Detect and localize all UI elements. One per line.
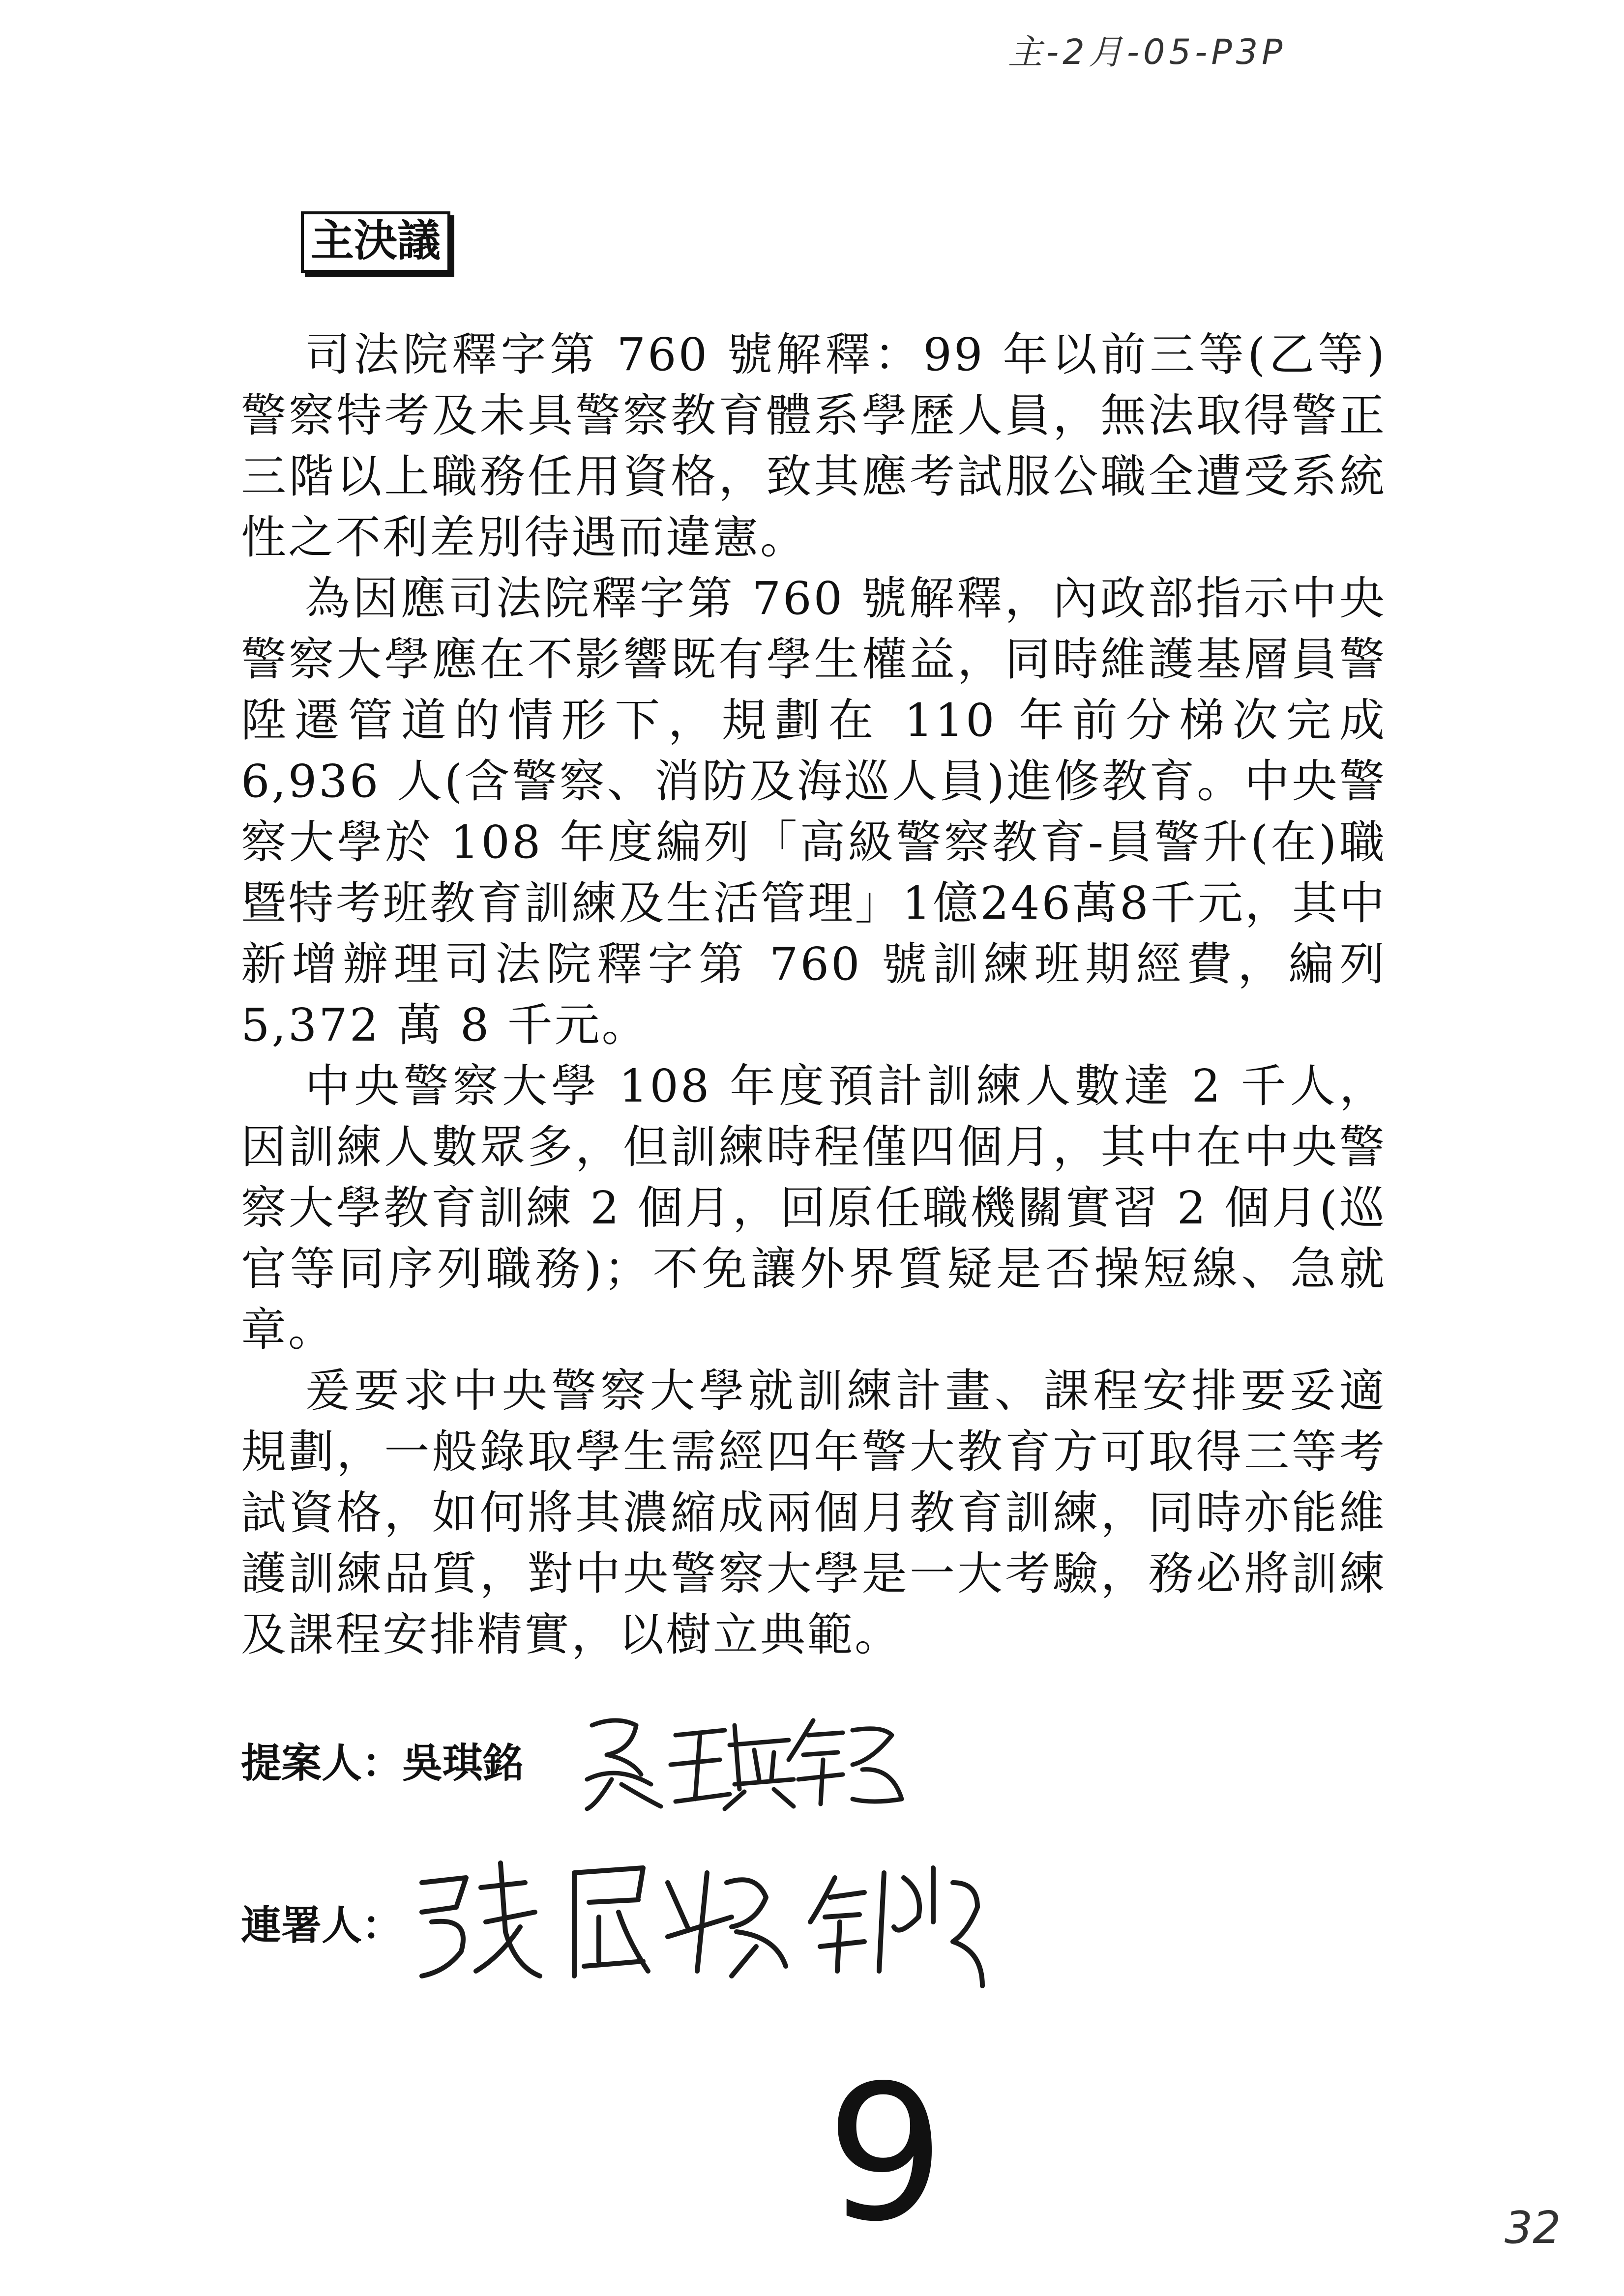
paragraph-2: 為因應司法院釋字第 760 號解釋，內政部指示中央警察大學應在不影響既有學生權益，同時維護基層員警陞遷管道的情形下，規劃在 110 年前分梯次完成 6,936 人(含警察、消防及海巡人員)進修教育。中央警察大學於 108 年度編列「高級警察教育-員警升(在)職暨特考班教育訓練及生活管理」1億246萬8千元，其中新增辦理司法院釋字第 760 號訓練班期經費，編列 5,372 萬 8 千元。 xyxy=(241,572,1387,1051)
handwritten-reference-note: 主-2月-05-P3P xyxy=(1008,32,1287,72)
page-mark: 9 xyxy=(826,2045,945,2263)
section-title: 主決議 xyxy=(301,211,450,273)
proposer-row xyxy=(241,1706,912,1814)
paragraph-1: 司法院釋字第 760 號解釋：99 年以前三等(乙等)警察特考及未具警察教育體系學歷人員，無法取得警正三階以上職務任用資格，致其應考試服公職全遭受系統性之不利差別待遇而違憲。 xyxy=(241,328,1387,564)
cosigner-signature xyxy=(412,1853,1051,1991)
proposer-label: 提案人：吳琪銘 xyxy=(241,1740,524,1787)
proposer-signature xyxy=(577,1706,912,1814)
cosigner-label: 連署人： xyxy=(241,1902,403,1949)
sheet-number: 32 xyxy=(1505,2202,1561,2254)
cosigner-row xyxy=(241,1853,1051,1991)
paragraph-4: 爰要求中央警察大學就訓練計畫、課程安排要妥適規劃，一般錄取學生需經四年警大教育方可取得三等考試資格，如何將其濃縮成兩個月教育訓練，同時亦能維護訓練品質，對中央警察大學是一大考驗，務必將訓練及課程安排精實，以樹立典範。 xyxy=(241,1365,1387,1661)
paragraph-3: 中央警察大學 108 年度預計訓練人數達 2 千人，因訓練人數眾多，但訓練時程僅四個月，其中在中央警察大學教育訓練 2 個月，回原任職機關實習 2 個月(巡官等同序列職務)；不免讓外界質疑是否操短線、急就章。 xyxy=(241,1060,1387,1356)
resolution-body xyxy=(241,324,1387,1665)
